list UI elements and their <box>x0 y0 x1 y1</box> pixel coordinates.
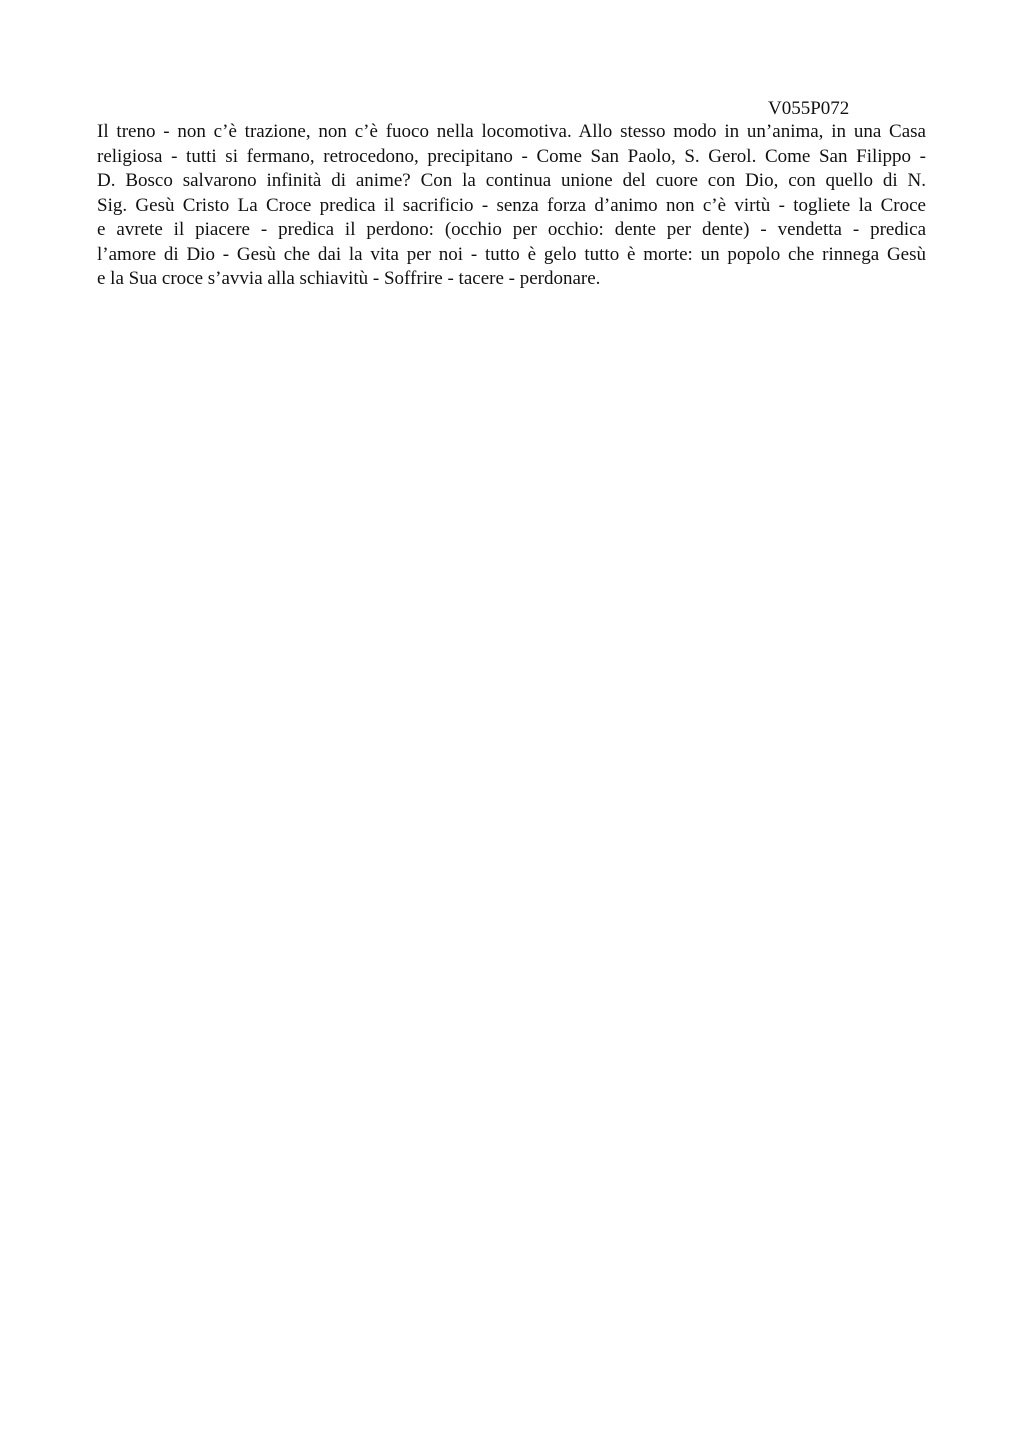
body-paragraph <box>97 120 926 292</box>
text-line: e avrete il piacere - predica il perdono: (occhio per occhio: dente per dente) - vendetta - predica <box>97 219 926 240</box>
text-line: l’amore di Dio - Gesù che dai la vita per noi - tutto è gelo tutto è morte: un popolo che rinnega Gesù <box>97 243 926 265</box>
page-code: V055P072 <box>768 98 850 119</box>
text-line: Sig. Gesù Cristo La Croce predica il sacrificio - senza forza d’animo non c’è virtù - togliete la Croce <box>97 194 926 216</box>
text-line: Il treno - non c’è trazione, non c’è fuoco nella locomotiva. Allo stesso modo in un’anima, in una Casa <box>97 121 926 142</box>
text-line: religiosa - tutti si fermano, retrocedono, precipitano - Come San Paolo, S. Gerol. Come San Filippo - <box>97 145 926 167</box>
text-line: D. Bosco salvarono infinità di anime? Con la continua unione del cuore con Dio, con quello di N. <box>97 170 926 191</box>
text-line: e la Sua croce s’avvia alla schiavitù - Soffrire - tacere - perdonare. <box>97 268 601 289</box>
